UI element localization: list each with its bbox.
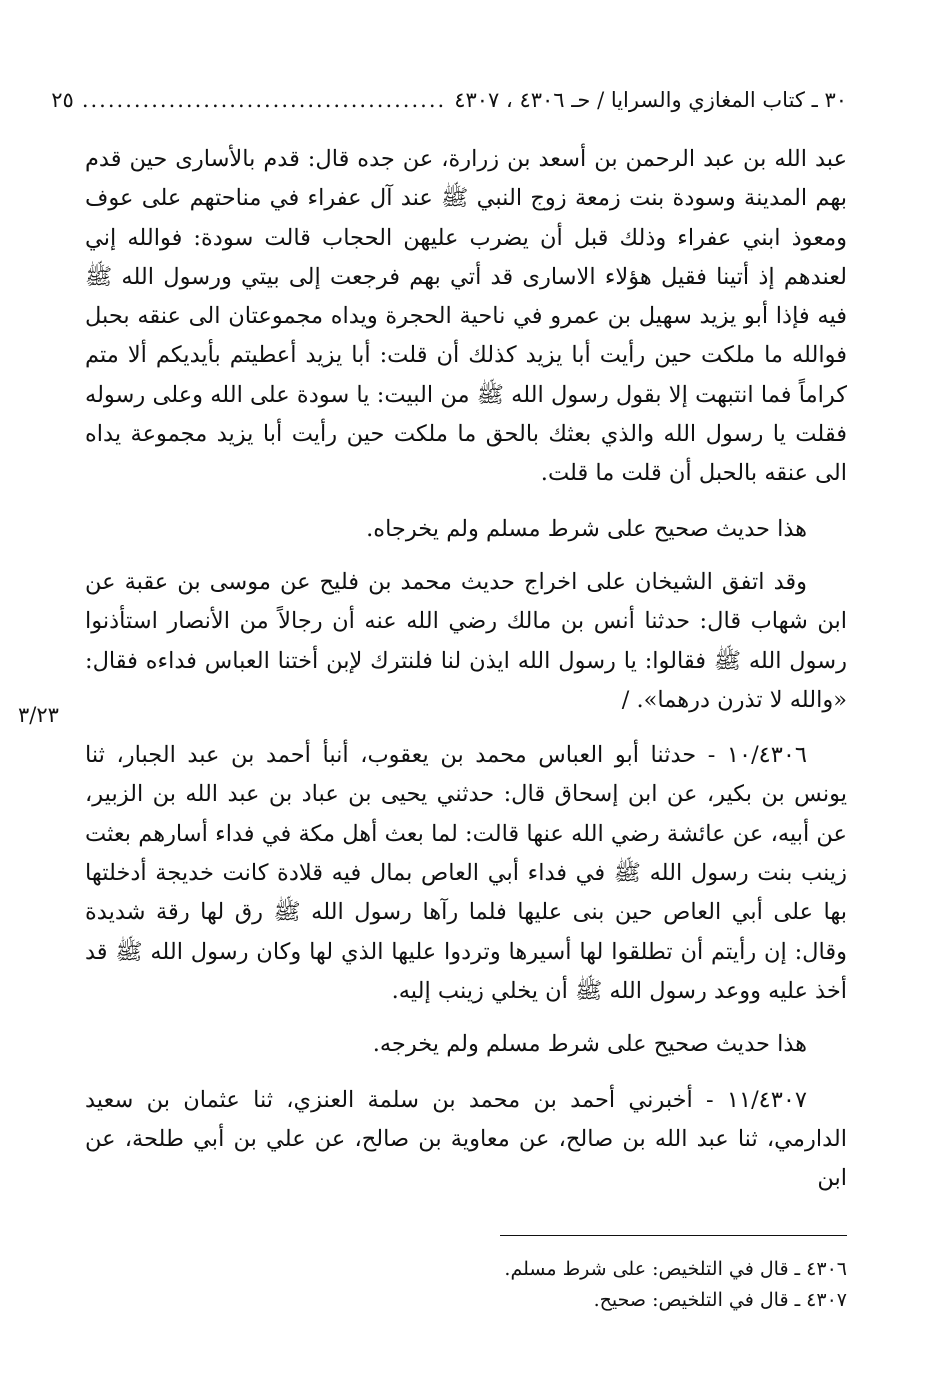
paragraph-agreement: وقد اتفق الشيخان على اخراج حديث محمد بن فليح عن موسى بن عقبة عن ابن شهاب قال: حدثنا أنس بن مالك رضي الله عنه أن رجالاً من الأنصار استأذنوا رسول الله ﷺ فقالوا: يا رسول الله ايذن لنا فلنترك لإبن أختنا العباس فداءه فقال: «والله لا تذرن درهما». / — [85, 568, 847, 713]
paragraph-verdict: هذا حديث صحيح على شرط مسلم ولم يخرجاه. — [366, 515, 807, 542]
main-text — [85, 140, 847, 1198]
leader-dots: .......................................... — [81, 88, 447, 112]
footnotes — [300, 1254, 847, 1316]
hadith-4307: ١١/٤٣٠٧ - أخبرني أحمد بن محمد بن سلمة العنزي، ثنا عثمان بن سعيد الدارمي، ثنا عبد الله بن صالح، عن معاوية بن صالح، عن علي بن أبي طلحة، عن ابن — [85, 1086, 847, 1192]
footnote-4307: ٤٣٠٧ ـ قال في التلخيص: صحيح. — [593, 1289, 847, 1311]
hadith-4306: ١٠/٤٣٠٦ - حدثنا أبو العباس محمد بن يعقوب، أنبأ أحمد بن عبد الجبار، ثنا يونس بن بكير، عن ابن إسحاق قال: حدثني يحيى بن عباد بن عبد الله بن الزبير، عن أبيه، عن عائشة رضي الله عنها قالت: لما بعث أهل مكة في فداء أسارهم بعثت زينب بنت رسول الله ﷺ في فداء أبي العاص بمال فيه قلادة كانت خديجة أدخلتها بها على أبي العاص حين بنى عليها فلما رآها رسول الله ﷺ رق لها رقة شديدة وقال: إن رأيتم أن تطلقوا لها أسيرها وتردوا عليها الذي لها وكان رسول الله ﷺ قد أخذ عليه ووعد رسول الله ﷺ أن يخلي زينب إليه. — [85, 742, 847, 1004]
paragraph-continuation: عبد الله بن عبد الرحمن بن أسعد بن زرارة، عن جده قال: قدم بالأسارى حين قدم بهم المدينة وسودة بنت زمعة زوج النبي ﷺ عند آل عفراء في مناحتهم على عوف ومعوذ ابني عفراء وذلك قبل أن يضرب عليهن الحجاب قالت سودة: فوالله إني لعندهم إذ أتينا فقيل هؤلاء الاسارى قد أتي بهم فرجعت إلى بيتي ورسول الله ﷺ فيه فإذا أبو يزيد سهيل بن عمرو في ناحية الحجرة ويداه مجموعتان الى عنقه بحبل فوالله ما ملكت حين رأيت أبا يزيد كذلك أن قلت: أبا يزيد أعطيتم بأيديكم ألا متم كراماً فما انتبهت إلا بقول رسول الله ﷺ من البيت: يا سودة على الله وعلى رسوله فقلت يا رسول الله والذي بعثك بالحق ما ملكت حين رأيت أبا يزيد مجموعة يداه الى عنقه بالحبل أن قلت ما قلت. — [85, 146, 847, 487]
running-header — [51, 88, 847, 120]
page-number: ٢٥ — [51, 88, 74, 112]
footnote-4306: ٤٣٠٦ ـ قال في التلخيص: على شرط مسلم. — [504, 1258, 847, 1280]
paragraph-verdict-2: هذا حديث صحيح على شرط مسلم ولم يخرجه. — [372, 1031, 807, 1058]
footnote-divider — [500, 1235, 847, 1236]
manuscript-folio-note: ٣/٢٣ — [18, 703, 59, 727]
running-title: ٣٠ ـ كتاب المغازي والسرايا / حـ ٤٣٠٦ ، ٤٣٠٧ — [454, 88, 847, 112]
